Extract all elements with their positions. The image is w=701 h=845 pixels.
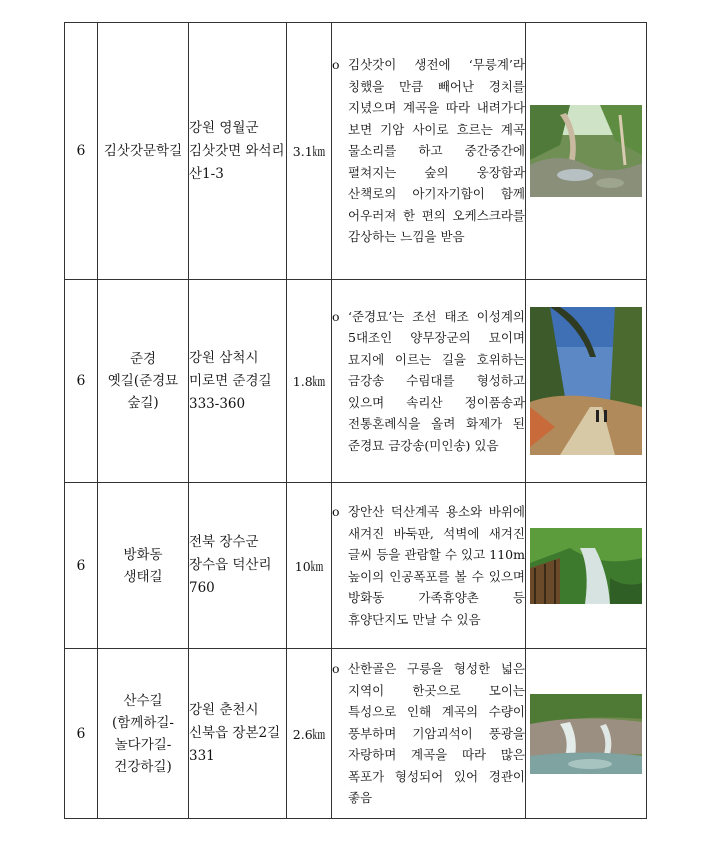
trail-table xyxy=(64,22,647,819)
trail-address xyxy=(189,649,287,819)
table-row xyxy=(65,649,647,819)
trail-name-text: 산수길 (함께하길- 놀다가길- 건강하길) xyxy=(112,692,174,775)
trail-description xyxy=(332,23,526,280)
trail-name xyxy=(98,649,189,819)
trail-name-text: 김삿갓문학길 xyxy=(103,143,183,159)
trail-description xyxy=(332,483,526,649)
trail-description xyxy=(332,649,526,819)
trail-description-text: 김삿갓이 생전에 ‘무릉계’라 칭했을 만큼 빼어난 경치를 지녔으며 계곡을 따라 내려가다 보면 기암 사이로 흐르는 계곡 물소리를 하고 중간중간에 펼쳐지는 숲의 웅장함과 산책로의 아기자기함이 함께 어우러져 한 편의 오케스크라를 감상하는 느낌을 받음 xyxy=(348,57,525,245)
bullet-mark: o xyxy=(332,308,340,324)
trail-address xyxy=(189,280,287,483)
table-row xyxy=(65,23,647,280)
trail-photo-cell xyxy=(526,23,647,280)
row-number: 6 xyxy=(65,483,98,649)
trail-photo-cell xyxy=(526,649,647,819)
trail-address-text: 전북 장수군 장수읍 덕산리 760 xyxy=(189,534,272,596)
trail-distance: 10㎞ xyxy=(287,483,332,649)
bullet-mark: o xyxy=(332,504,340,519)
row-number: 6 xyxy=(65,23,98,280)
trail-photo-cell xyxy=(526,280,647,483)
rock-waterfall-photo xyxy=(530,694,642,774)
trail-name-text: 방화동 생태길 xyxy=(123,546,163,585)
trail-photo-cell xyxy=(526,483,647,649)
trail-name xyxy=(98,483,189,649)
row-number: 6 xyxy=(65,280,98,483)
trail-name xyxy=(98,280,189,483)
bullet-mark: o xyxy=(332,57,340,73)
trail-address-text: 강원 삼척시 미로면 준경길 333-360 xyxy=(189,349,272,412)
table-row xyxy=(65,483,647,649)
trail-description-text: ‘준경묘’는 조선 태조 이성계의 5대조인 양무장군의 묘이며 묘지에 이르는 길을 호위하는 금강송 수림대를 형성하고 있으며 속리산 정이품송과 전통혼례식을 올려 화제가 된 준경묘 금강송(미인송) 있음 xyxy=(348,308,525,453)
trail-address xyxy=(189,483,287,649)
trail-distance: 1.8㎞ xyxy=(287,280,332,483)
trail-name-text: 준경 옛길(준경묘 숲길) xyxy=(107,351,179,411)
forest-stream-photo xyxy=(530,105,642,197)
bullet-mark: o xyxy=(332,661,340,677)
row-number: 6 xyxy=(65,649,98,819)
trail-description xyxy=(332,280,526,483)
trail-address-text: 강원 영월군 김삿갓면 와석리 산1-3 xyxy=(189,119,285,182)
trail-distance: 2.6㎞ xyxy=(287,649,332,819)
trail-address-text: 강원 춘천시 신북읍 장본2길 331 xyxy=(189,702,281,764)
trail-description-text: 산한골은 구릉을 형성한 넓은 지역이 한곳으로 모이는 특성으로 인해 계곡의 수량이 풍부하며 기암괴석이 풍광을 자랑하며 계곡을 따라 많은 폭포가 형성되어 있어 경관이 좋음 xyxy=(348,661,525,806)
trail-address xyxy=(189,23,287,280)
trail-description-text: 장안산 덕산계곡 용소와 바위에 새겨진 바둑판, 석벽에 새겨진 글씨 등을 관람할 수 있고 110m 높이의 인공폭포를 볼 수 있으며 방화동 가족휴양촌 등 휴양단지도 만날 수 있음 xyxy=(348,504,525,627)
trail-name xyxy=(98,23,189,280)
waterfall-boardwalk-photo xyxy=(530,528,642,604)
table-row xyxy=(65,280,647,483)
trail-distance: 3.1㎞ xyxy=(287,23,332,280)
pine-forest-path-photo xyxy=(530,307,642,455)
